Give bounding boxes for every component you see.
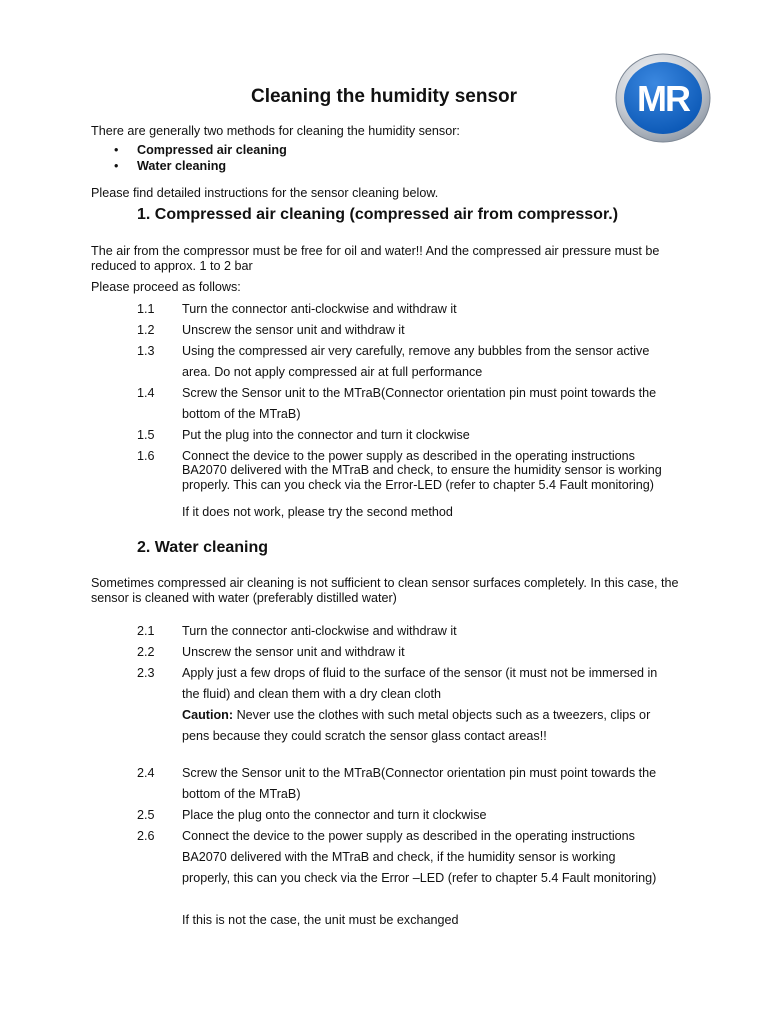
section-heading: 2. Water cleaning: [137, 539, 268, 556]
caution-label: Caution:: [182, 708, 234, 722]
step-text: BA2070 delivered with the MTraB and check, if the humidity sensor is working: [182, 850, 616, 864]
method-label: Water cleaning: [137, 159, 227, 173]
step-number: 2.6: [137, 829, 155, 843]
step-text: Screw the Sensor unit to the MTraB(Connector orientation pin must point towards the: [182, 766, 657, 780]
step-text: Connect the device to the power supply as described in the operating instructions: [182, 449, 635, 463]
section-paragraph: Sometimes compressed air cleaning is not sufficient to clean sensor surfaces completely. In this case, the sensor is cleaned with water (preferably distilled water): [91, 576, 679, 605]
step-number: 2.5: [137, 808, 155, 822]
step-text: BA2070 delivered with the MTraB and check, to ensure the humidity sensor is working: [182, 463, 662, 477]
caution-text: Never use the clothes with such metal objects such as a tweezers, clips or: [233, 708, 651, 722]
final-note: If this is not the case, the unit must be exchanged: [182, 913, 459, 927]
section-heading: 1. Compressed air cleaning (compressed air from compressor.): [137, 206, 619, 223]
step-number: 1.6: [137, 449, 155, 463]
step-text: Apply just a few drops of fluid to the surface of the sensor (it must not be immersed in: [182, 666, 658, 680]
step-text: Put the plug into the connector and turn it clockwise: [182, 428, 470, 442]
page-title: Cleaning the humidity sensor: [250, 86, 518, 107]
caution-line: [182, 708, 682, 723]
step-text: Screw the Sensor unit to the MTraB(Connector orientation pin must point towards the: [182, 386, 657, 400]
step-text: Turn the connector anti-clockwise and withdraw it: [182, 302, 457, 316]
step-number: 1.3: [137, 344, 155, 358]
step-number: 1.4: [137, 386, 155, 400]
bullet-icon: •: [114, 159, 119, 173]
step-text: bottom of the MTraB): [182, 787, 301, 801]
intro-text: There are generally two methods for cleaning the humidity sensor:: [91, 124, 460, 138]
find-text: Please find detailed instructions for the sensor cleaning below.: [91, 186, 439, 200]
proceed-text: Please proceed as follows:: [91, 280, 241, 294]
logo-text: MR: [637, 78, 689, 119]
step-text: Place the plug onto the connector and turn it clockwise: [182, 808, 487, 822]
section-paragraph: The air from the compressor must be free for oil and water!! And the compressed air pressure must be reduced to approx. 1 to 2 bar: [91, 244, 660, 273]
step-text: Unscrew the sensor unit and withdraw it: [182, 323, 405, 337]
step-text: properly, this can you check via the Error –LED (refer to chapter 5.4 Fault monitoring): [182, 871, 657, 885]
step-text: Turn the connector anti-clockwise and withdraw it: [182, 624, 457, 638]
step-number: 2.3: [137, 666, 155, 680]
caution-text: pens because they could scratch the sensor glass contact areas!!: [182, 729, 547, 743]
step-number: 2.2: [137, 645, 155, 659]
step-number: 2.1: [137, 624, 155, 638]
step-number: 1.5: [137, 428, 155, 442]
step-number: 2.4: [137, 766, 155, 780]
step-number: 1.2: [137, 323, 155, 337]
step-note: If it does not work, please try the second method: [182, 505, 453, 519]
step-text: Connect the device to the power supply as described in the operating instructions: [182, 829, 635, 843]
step-number: 1.1: [137, 302, 155, 316]
step-text: the fluid) and clean them with a dry clean cloth: [182, 687, 442, 701]
step-text: bottom of the MTraB): [182, 407, 301, 421]
step-text: Using the compressed air very carefully, remove any bubbles from the sensor active: [182, 344, 650, 358]
step-text: area. Do not apply compressed air at full performance: [182, 365, 483, 379]
method-label: Compressed air cleaning: [137, 143, 287, 157]
step-text: Unscrew the sensor unit and withdraw it: [182, 645, 405, 659]
step-text: properly. This can you check via the Error-LED (refer to chapter 5.4 Fault monitoring): [182, 478, 655, 492]
bullet-icon: •: [114, 143, 119, 157]
